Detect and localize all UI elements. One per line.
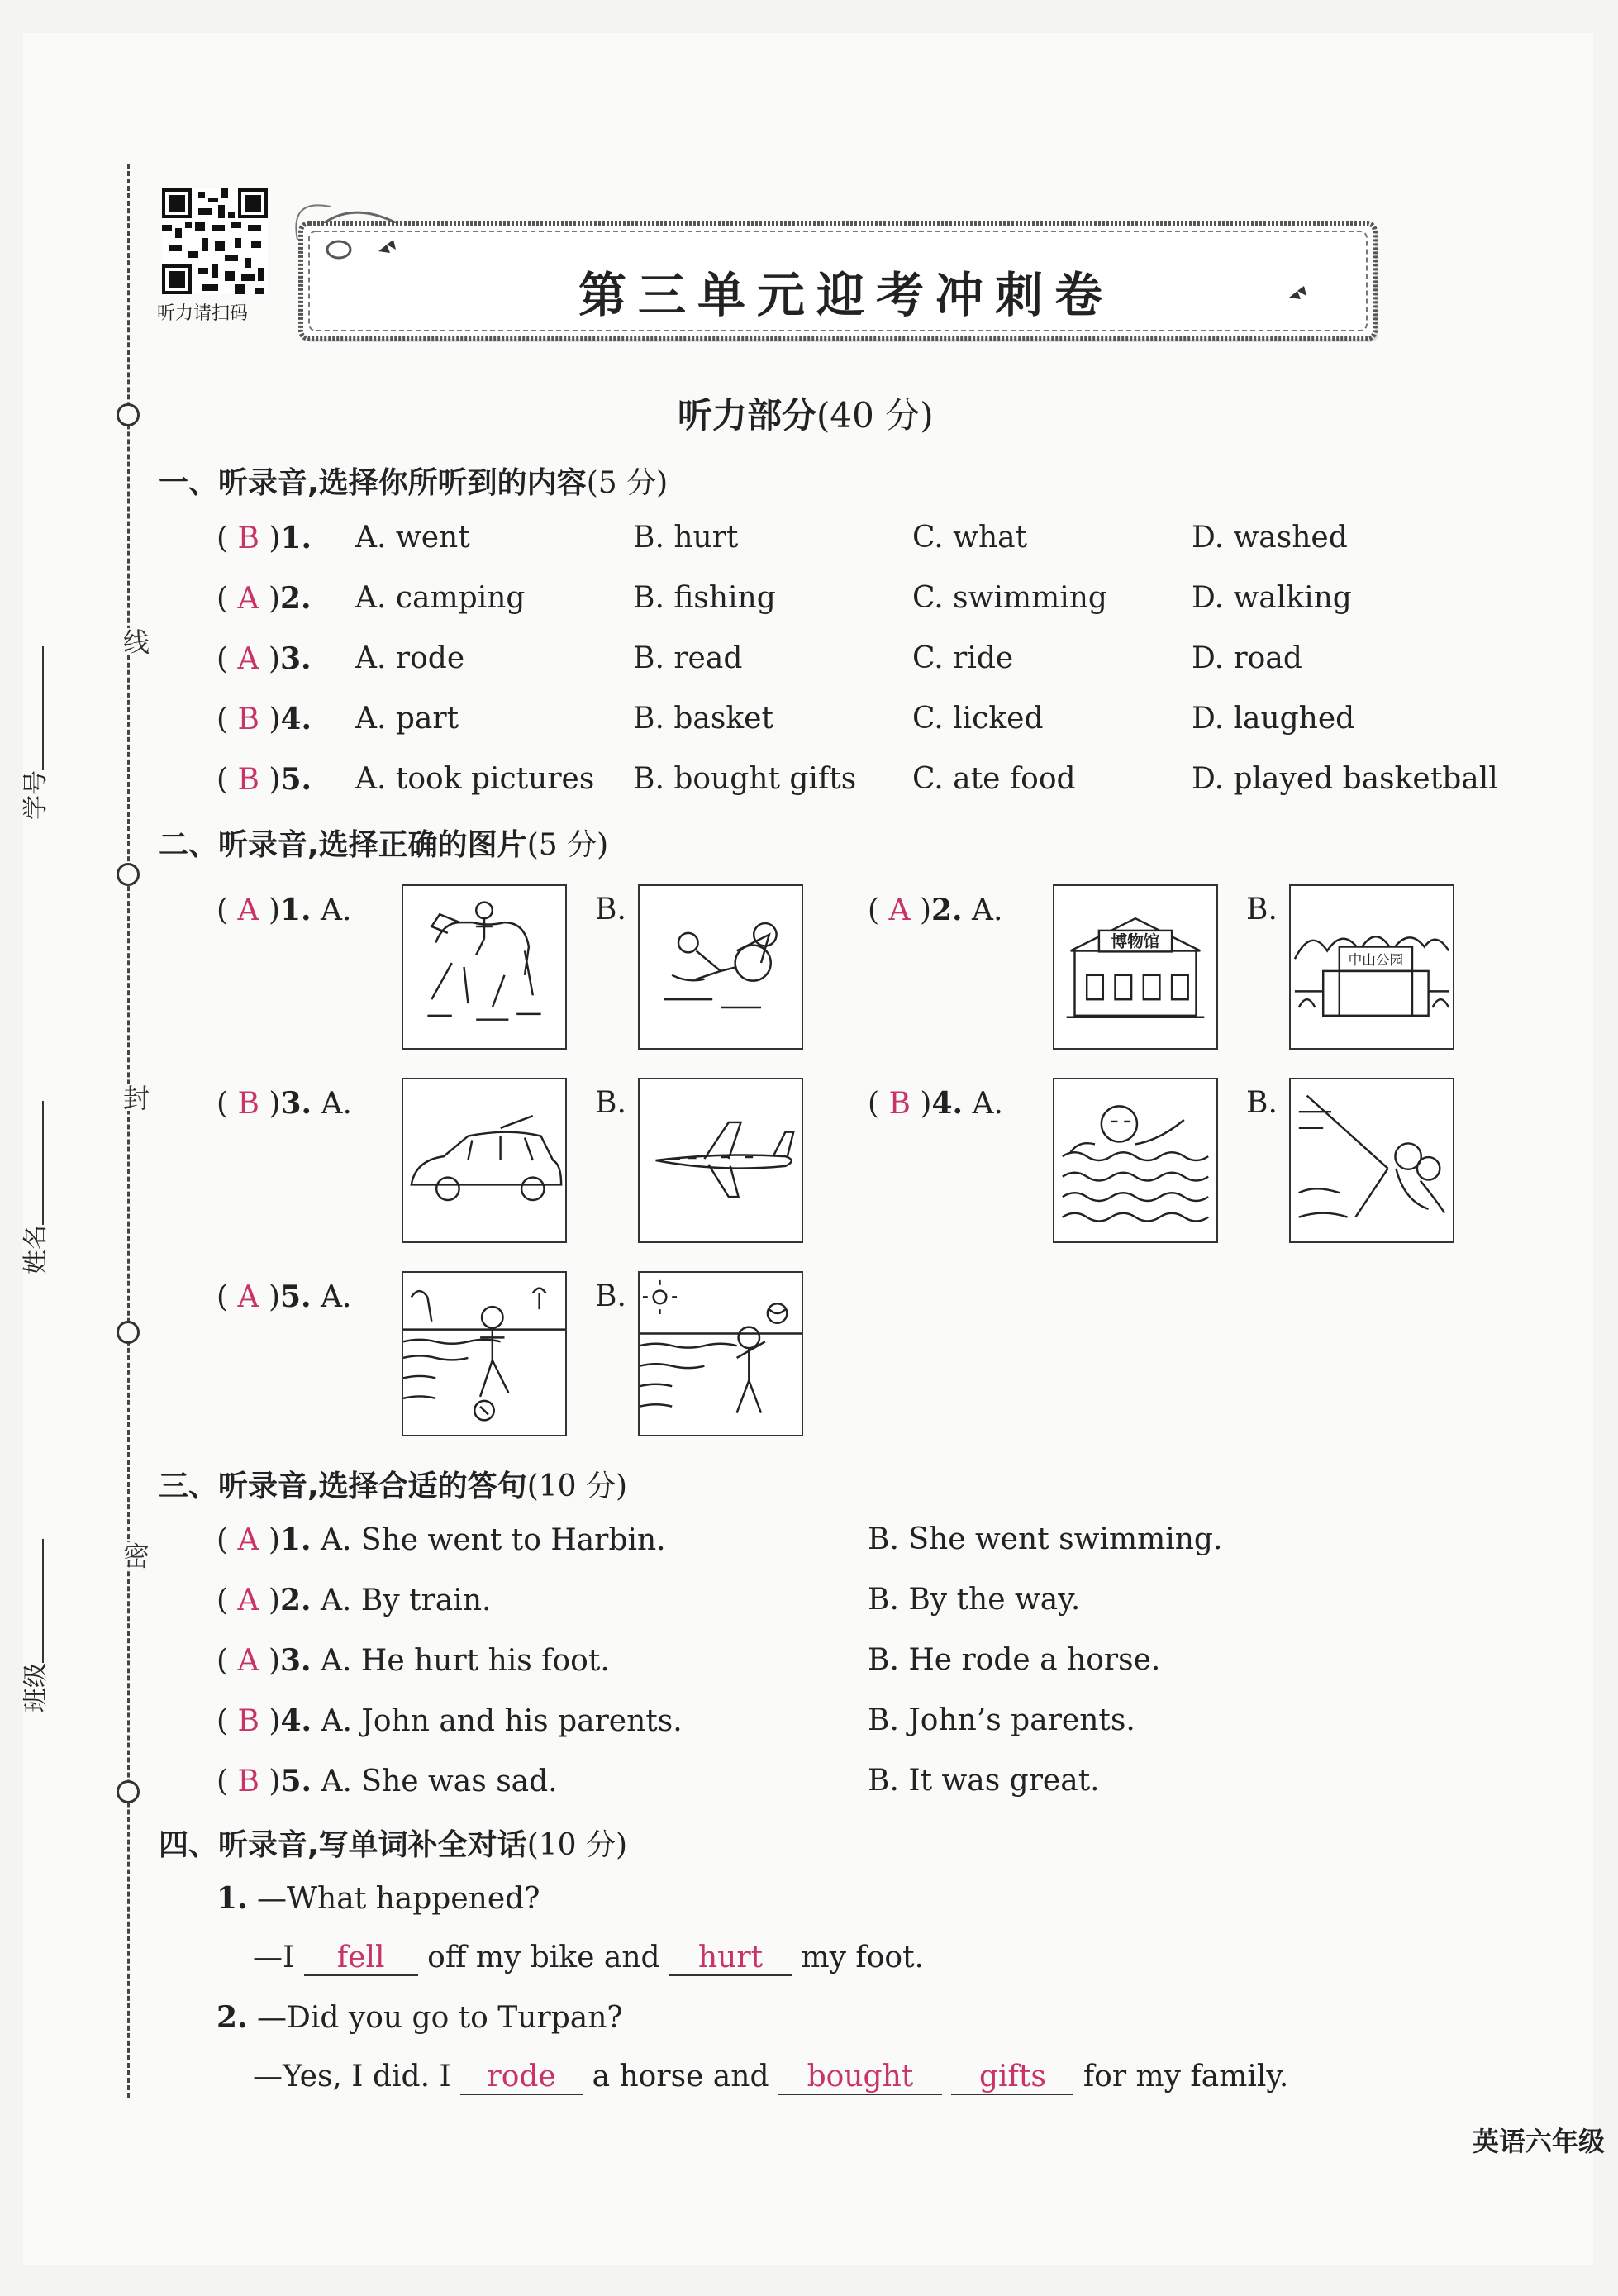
- s2-picture-b[interactable]: [638, 884, 803, 1050]
- svg-text:博物馆: 博物馆: [1111, 931, 1160, 951]
- s2-item: ( B )4. A.: [868, 1086, 1003, 1121]
- s2-picture-a[interactable]: [1053, 884, 1218, 1050]
- s1-option-a: A. took pictures: [355, 762, 595, 796]
- binding-label-mi: 密: [116, 1542, 154, 1569]
- s2-picture-b[interactable]: [1289, 884, 1454, 1050]
- s4-q2-line2: —Yes, I did. I rode a horse and bought gifts for my family.: [253, 2060, 1289, 2094]
- s1-option-c: C. what: [912, 521, 1028, 555]
- s2-answer[interactable]: B: [237, 1087, 259, 1121]
- s1-option-c: C. swimming: [912, 581, 1107, 615]
- s1-option-b: B. hurt: [633, 521, 739, 555]
- s2-label-b: B.: [1246, 1086, 1278, 1120]
- s1-option-c: C. ride: [912, 641, 1014, 675]
- qr-caption: 听力请扫码: [157, 303, 249, 324]
- section2-heading: 二、听录音,选择正确的图片(5 分): [159, 828, 609, 862]
- s2-picture-a[interactable]: [402, 884, 567, 1050]
- s3-option-a: A. By train.: [321, 1584, 492, 1617]
- s1-option-b: B. read: [633, 641, 743, 675]
- s1-option-a: A. part: [355, 702, 459, 736]
- s2-picture-b[interactable]: [638, 1078, 803, 1243]
- s2-picture-b[interactable]: [1289, 1078, 1454, 1243]
- s1-item: ( B )1.: [217, 521, 312, 555]
- s1-answer[interactable]: B: [237, 522, 259, 555]
- s1-option-d: D. road: [1192, 641, 1302, 675]
- s2-item: ( A )2. A.: [868, 893, 1003, 927]
- s4-q2-blank3[interactable]: gifts: [951, 2060, 1073, 2095]
- s2-answer[interactable]: A: [237, 1280, 259, 1314]
- s1-answer[interactable]: A: [237, 582, 259, 616]
- s1-option-a: A. rode: [355, 641, 465, 675]
- qr-code[interactable]: [162, 188, 268, 294]
- s2-label-b: B.: [595, 893, 626, 926]
- s1-option-b: B. basket: [633, 702, 773, 736]
- s3-item: ( A )3. A. He hurt his foot.: [217, 1643, 610, 1678]
- binding-hole: [117, 1321, 140, 1344]
- s4-q2-blank2[interactable]: bought: [778, 2060, 942, 2095]
- s1-option-d: D. washed: [1192, 521, 1348, 555]
- s2-answer[interactable]: A: [888, 893, 911, 927]
- s3-option-b: B. She went swimming.: [868, 1522, 1223, 1556]
- s3-answer[interactable]: A: [237, 1523, 259, 1557]
- part-title: [678, 388, 934, 438]
- s2-item: ( B )3. A.: [217, 1086, 352, 1121]
- field-name[interactable]: 姓名: [15, 1093, 51, 1274]
- binding-label-feng: 封: [116, 1084, 154, 1111]
- s3-option-a: A. She went to Harbin.: [321, 1523, 666, 1557]
- s1-option-c: C. licked: [912, 702, 1044, 736]
- section1-heading: 一、听录音,选择你所听到的内容(5 分): [159, 466, 669, 500]
- s2-picture-a[interactable]: [402, 1078, 567, 1243]
- s3-option-b: B. John’s parents.: [868, 1703, 1135, 1737]
- s3-answer[interactable]: B: [237, 1765, 259, 1798]
- s2-answer[interactable]: A: [237, 893, 259, 927]
- part-title-points: (40 分): [816, 395, 934, 436]
- s2-item: ( A )1. A.: [217, 893, 352, 927]
- section4-heading: 四、听录音,写单词补全对话(10 分): [159, 1828, 628, 1862]
- s3-answer[interactable]: A: [237, 1644, 259, 1678]
- s3-option-b: B. It was great.: [868, 1764, 1100, 1798]
- binding-hole: [117, 1780, 140, 1803]
- s2-answer[interactable]: B: [888, 1087, 911, 1121]
- binding-hole: [117, 863, 140, 886]
- s1-option-b: B. bought gifts: [633, 762, 857, 796]
- s4-q1-line2: —I fell off my bike and hurt my foot.: [253, 1941, 924, 1974]
- s2-label-b: B.: [1246, 893, 1278, 926]
- s1-option-a: A. camping: [355, 581, 526, 615]
- field-student-id[interactable]: 学号: [15, 638, 51, 820]
- s2-label-b: B.: [595, 1279, 626, 1313]
- s4-q1-blank2[interactable]: hurt: [669, 1941, 792, 1976]
- s4-q2-line1: 2. —Did you go to Turpan?: [217, 2000, 623, 2035]
- binding-hole: [117, 403, 140, 426]
- s1-answer[interactable]: B: [237, 763, 259, 797]
- s4-q2-blank1[interactable]: rode: [460, 2060, 583, 2095]
- s1-item: ( B )5.: [217, 762, 312, 797]
- binding-line: [127, 164, 130, 2098]
- s3-answer[interactable]: B: [237, 1704, 259, 1738]
- s3-option-b: B. He rode a horse.: [868, 1643, 1161, 1677]
- s3-option-a: A. He hurt his foot.: [321, 1644, 610, 1678]
- svg-text:中山公园: 中山公园: [1348, 952, 1404, 969]
- s2-item: ( A )5. A.: [217, 1279, 352, 1314]
- s4-q1-blank1[interactable]: fell: [304, 1941, 418, 1976]
- banner-title: 第三单元迎考冲刺卷: [578, 267, 1115, 323]
- s1-item: ( A )3.: [217, 641, 312, 676]
- s3-answer[interactable]: A: [237, 1584, 259, 1617]
- s2-picture-b[interactable]: [638, 1271, 803, 1436]
- s4-q1-line1: 1. —What happened?: [217, 1881, 540, 1916]
- s3-item: ( A )2. A. By train.: [217, 1583, 492, 1617]
- s2-label-b: B.: [595, 1086, 626, 1120]
- s3-option-a: A. She was sad.: [321, 1765, 558, 1798]
- footer-label: 英语六年级: [1473, 2126, 1606, 2157]
- s1-option-b: B. fishing: [633, 581, 776, 615]
- s1-item: ( B )4.: [217, 702, 312, 736]
- s1-option-d: D. walking: [1192, 581, 1352, 615]
- part-title-text: 听力部分: [678, 395, 817, 436]
- section3-heading: 三、听录音,选择合适的答句(10 分): [159, 1470, 628, 1503]
- s2-picture-a[interactable]: [1053, 1078, 1218, 1243]
- s1-option-d: D. played basketball: [1192, 762, 1498, 796]
- s1-option-a: A. went: [355, 521, 470, 555]
- s1-answer[interactable]: B: [237, 703, 259, 736]
- s3-item: ( B )4. A. John and his parents.: [217, 1703, 683, 1738]
- s3-option-a: A. John and his parents.: [321, 1704, 683, 1738]
- s2-picture-a[interactable]: [402, 1271, 567, 1436]
- binding-label-xian: 线: [116, 628, 154, 655]
- s3-option-b: B. By the way.: [868, 1583, 1081, 1617]
- s3-item: ( A )1. A. She went to Harbin.: [217, 1522, 666, 1557]
- s1-answer[interactable]: A: [237, 642, 259, 676]
- s1-option-c: C. ate food: [912, 762, 1076, 796]
- s3-item: ( B )5. A. She was sad.: [217, 1764, 558, 1798]
- s1-option-d: D. laughed: [1192, 702, 1355, 736]
- s1-item: ( A )2.: [217, 581, 312, 616]
- field-class[interactable]: 班级: [15, 1531, 51, 1712]
